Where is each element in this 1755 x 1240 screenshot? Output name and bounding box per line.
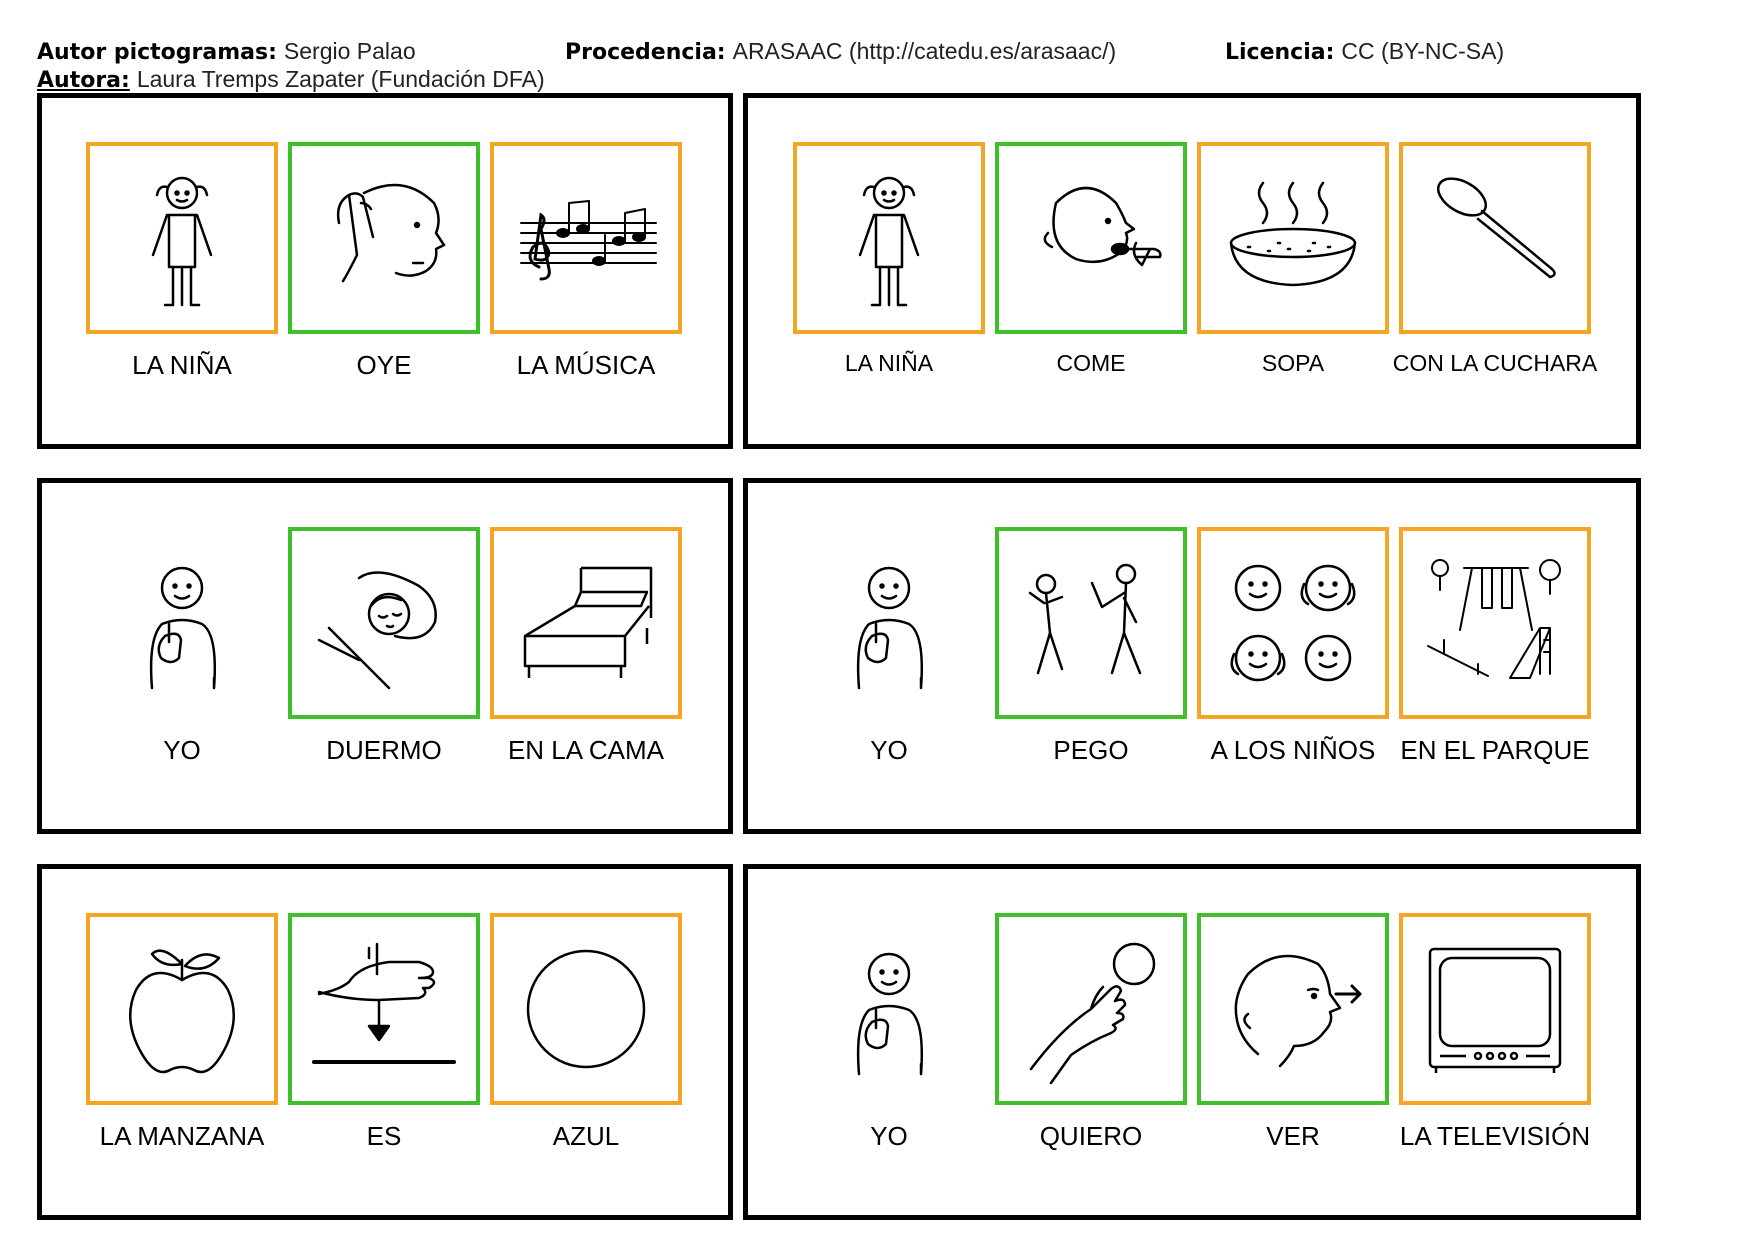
pictogram-label: ES [366,1121,402,1151]
author-label: Autor pictogramas: [37,40,277,65]
want-hand-icon [1016,934,1166,1084]
circle-icon [511,934,661,1084]
pictogram-frame [490,527,682,719]
sentence-card-3 [37,478,733,834]
pictogram-label: LA NIÑA [132,350,232,380]
sentence-card-6 [743,864,1641,1220]
pictogram-frame [86,527,278,719]
license-value: CC (BY-NC-SA) [1341,38,1505,64]
pictogram-label: A LOS NIÑOS [1210,735,1376,765]
pictogram-frame [793,527,985,719]
hit-icon [1016,548,1166,698]
music-notes-icon [511,163,661,313]
pictogram-frame [1197,142,1389,334]
me-pointing-icon [814,934,964,1084]
pictogram-label: EN LA CAMA [507,735,665,765]
pictogram-frame [490,913,682,1105]
pictogram-label: LA MÚSICA [516,350,656,380]
see-icon [1218,934,1368,1084]
origin-credit [565,38,1116,66]
origin-label: Procedencia: [565,40,726,65]
author-value: Sergio Palao [283,38,416,64]
is-hand-icon [309,934,459,1084]
pictogram-label: COME [1056,350,1126,376]
pictogram-label: VER [1266,1121,1320,1151]
pictogram-frame [1197,527,1389,719]
soup-bowl-icon [1218,163,1368,313]
pictogram-frame [793,142,985,334]
pictogram-frame [288,913,480,1105]
me-pointing-icon [107,548,257,698]
pictogram-frame [1399,913,1591,1105]
pictogram-frame [1399,527,1591,719]
authoress-label: Autora: [37,68,130,93]
pictogram-frame [86,142,278,334]
children-faces-icon [1218,548,1368,698]
pictogram-frame [793,913,985,1105]
girl-icon [814,163,964,313]
pictogram-frame [995,142,1187,334]
authoress-value: Laura Tremps Zapater (Fundación DFA) [136,66,545,92]
pictogram-label: AZUL [552,1121,620,1151]
author-credit [37,38,416,66]
pictogram-frame [288,142,480,334]
pictogram-label: LA NIÑA [844,350,934,376]
license-credit [1225,38,1504,66]
apple-icon [107,934,257,1084]
pictogram-label: YO [870,1121,908,1151]
girl-icon [107,163,257,313]
pictogram-label: EN EL PARQUE [1400,735,1590,765]
license-label: Licencia: [1225,40,1335,65]
pictogram-frame [490,142,682,334]
pictogram-label: OYE [356,350,412,380]
pictogram-label: CON LA CUCHARA [1392,350,1598,376]
bed-icon [511,548,661,698]
pictogram-frame [86,913,278,1105]
pictogram-frame [288,527,480,719]
pictogram-label: DUERMO [326,735,442,765]
pictogram-label: QUIERO [1039,1121,1143,1151]
me-pointing-icon [814,548,964,698]
pictogram-frame [1197,913,1389,1105]
pictogram-label: SOPA [1261,350,1325,376]
ear-listen-icon [309,163,459,313]
sentence-card-4 [743,478,1641,834]
sentence-card-5 [37,864,733,1220]
sentence-card-2 [743,93,1641,449]
pictogram-frame [995,527,1187,719]
pictogram-label: LA TELEVISIÓN [1399,1121,1591,1151]
pictogram-label: YO [870,735,908,765]
spoon-icon [1420,163,1570,313]
sleep-icon [309,548,459,698]
origin-value: ARASAAC (http://catedu.es/arasaac/) [732,38,1117,64]
sentence-card-1 [37,93,733,449]
pictogram-frame [1399,142,1591,334]
pictogram-label: LA MANZANA [99,1121,265,1151]
pictogram-frame [995,913,1187,1105]
pictogram-label: PEGO [1053,735,1129,765]
pictogram-label: YO [163,735,201,765]
authoress-credit [37,66,545,94]
eat-icon [1016,163,1166,313]
television-icon [1420,934,1570,1084]
playground-icon [1420,548,1570,698]
